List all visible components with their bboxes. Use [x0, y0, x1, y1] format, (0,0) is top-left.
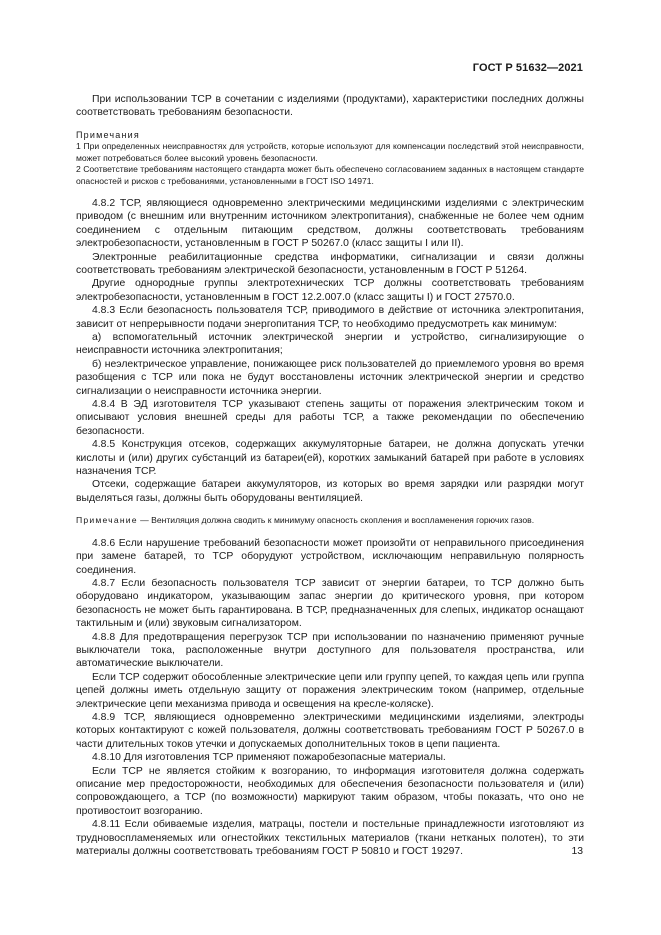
paragraph: Если ТСР не является стойким к возгоранию, то информация изготовителя должна содержать описание мер предосторожности, необходимых для обеспечения безопасности пользователя и (или) сопровождающего, а ТСР (по возможности) маркируют таким образом, чтобы показать, что оно не противостоит возгоранию. [76, 765, 584, 817]
list-item-b: б) неэлектрическое управление, понижающее риск пользователей до приемлемого уровня во время разобщения с ТСР или пока не будут восстановлены источник электрической энергии и средство сигнализации о неисправности источника энергии. [76, 358, 584, 397]
note-1: 1 При определенных неисправностях для устройств, которые используют для компенсации последствий этой неисправности, может потребоваться более высокий уровень безопасности. [76, 141, 584, 163]
paragraph: Отсеки, содержащие батареи аккумуляторов, из которых во время зарядки или разрядки могут выделяться газы, должны быть оборудованы вентиляцией. [76, 479, 584, 504]
paragraph-4-8-7: 4.8.7 Если безопасность пользователя ТСР зависит от энергии батареи, то ТСР должно быть оборудовано индикатором, указывающим запас энергии до критического уровня, при котором безопасность не может быть гарантирована. В ТСР, предназначенных для слепых, индикатор оснащают тактильным и (или) звуковым сигнализатором. [76, 577, 584, 630]
note-text: — Вентиляция должна сводить к минимуму опасность скопления и воспламенения горючих газов. [137, 515, 535, 526]
paragraph-4-8-10: 4.8.10 Для изготовления ТСР применяют пожаробезопасные материалы. [92, 752, 446, 764]
list-item-a: а) вспомогательный источник электрической энергии и устройство, сигнализирующие о неисправности источника электропитания; [76, 332, 584, 357]
paragraph-4-8-6: 4.8.6 Если нарушение требований безопасности может произойти от неправильного присоединения при замене батарей, то ТСР оборудуют устройством, исключающим неправильную полярность соединения. [76, 537, 584, 576]
paragraph-4-8-9: 4.8.9 ТСР, являющиеся одновременно электрическими медицинскими изделиями, электроды которых контактируют с кожей пользователя, должны соответствовать требованиям ГОСТ Р 50267.0 в части длительных токов утечки и допускаемых дополнительных токов в цепи пациента. [76, 711, 584, 750]
paragraph: Другие однородные группы электротехнических ТСР должны соответствовать требованиям электробезопасности, установленным в ГОСТ 12.2.007.0 (класс защиты I) и ГОСТ 27570.0. [76, 278, 584, 303]
paragraph: Если ТСР содержит обособленные электрические цепи или группу цепей, то каждая цепь или группа цепей должны иметь отдельную защиту от поражения электрическим током (например, отдельные электрические цепи механизма привода и освещения на кресле-коляске). [76, 671, 584, 710]
page-number: 13 [571, 846, 583, 857]
standard-header: ГОСТ Р 51632—2021 [472, 62, 583, 74]
paragraph-4-8-4: 4.8.4 В ЭД изготовителя ТСР указывают степень защиты от поражения электрическим током и описывают условия внешней среды для работы ТСР, а также рекомендации по обеспечению безопасности. [76, 399, 584, 437]
paragraph-4-8-11: 4.8.11 Если обиваемые изделия, матрацы, постели и постельные принадлежности изготовляют из трудновоспламеняемых или огнестойких текстильных материалов (ткани нетканых полотен), то эти материалы должны соответствовать требованиям ГОСТ Р 50810 и ГОСТ 19297. [76, 819, 584, 858]
note-3 [76, 515, 584, 526]
paragraph-4-8-3: 4.8.3 Если безопасность пользователя ТСР, приводимого в действие от источника электропитания, зависит от непрерывности подачи энергопитания ТСР, то необходимо предусмотреть как минимум: [76, 305, 584, 330]
paragraph-4-8-8: 4.8.8 Для предотвращения перегрузок ТСР при использовании по назначению применяют ручные выключатели тока, расположенные внутри доступного для пользователя пространства, или автоматические выключатели. [76, 631, 584, 670]
notes-title: Примечания [76, 129, 140, 140]
page-content [76, 93, 584, 858]
note-2: 2 Соответствие требованиям настоящего стандарта может быть обеспечено согласованием заданных в настоящем стандарте опасностей и рисков с требованиями, установленными в ГОСТ ISO 14971. [76, 164, 584, 186]
paragraph-4-8-2: 4.8.2 ТСР, являющиеся одновременно электрическими медицинскими изделиями с электрическим приводом (с внешним или внутренним источником электропитания), снабженные не более чем одним соединением с отдельным питающим средством, должны соответствовать требованиям электробезопасности, установленным в ГОСТ Р 50267.0 (класс защиты I или II). [76, 197, 584, 250]
note-label: Примечание [76, 515, 138, 526]
paragraph: Электронные реабилитационные средства информатики, сигнализации и связи должны соответствовать требованиям электрической безопасности, установленным в ГОСТ Р 51264. [76, 251, 584, 276]
paragraph-4-8-5: 4.8.5 Конструкция отсеков, содержащих аккумуляторные батареи, не должна допускать утечки кислоты и (или) других субстанций из батареи(ей), коротких замыканий батарей при работе в условиях назначения ТСР. [76, 439, 584, 478]
paragraph: При использовании ТСР в сочетании с изделиями (продуктами), характеристики последних должны соответствовать требованиям безопасности. [76, 94, 584, 119]
